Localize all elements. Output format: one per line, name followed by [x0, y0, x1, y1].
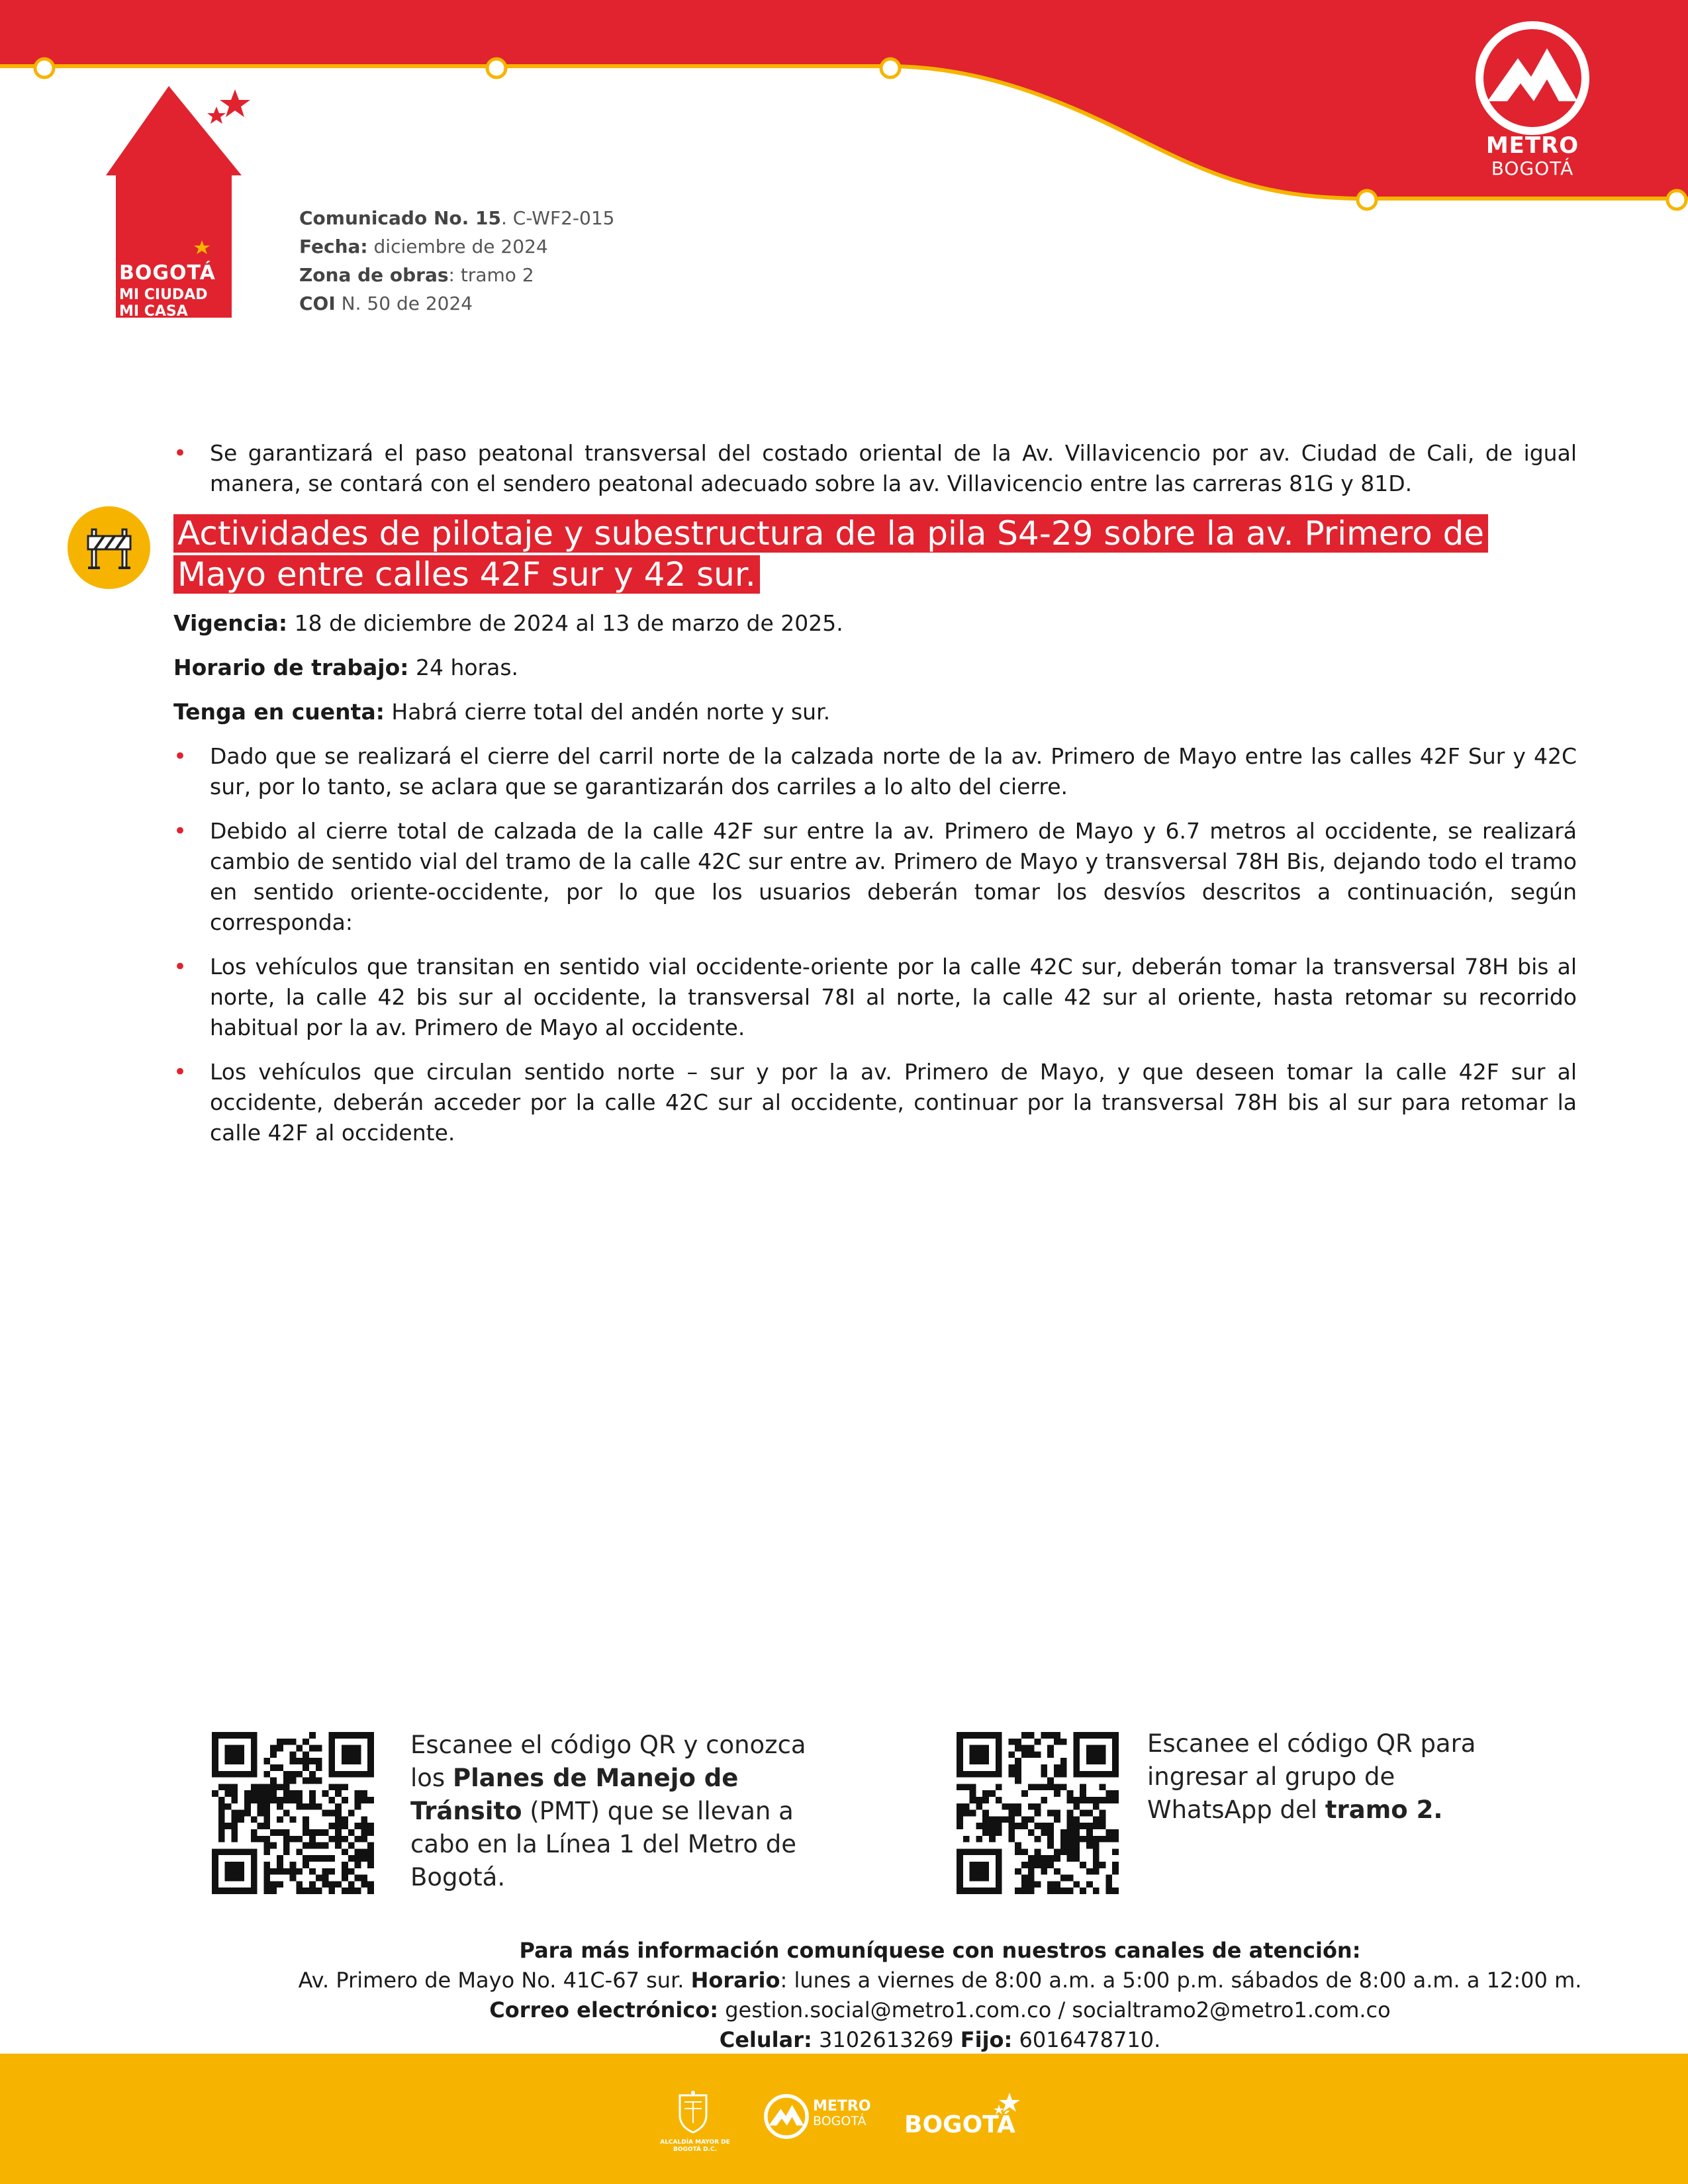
vigencia-line: [173, 608, 1577, 639]
horario-trabajo-value: 24 horas.: [408, 655, 519, 680]
tenga-en-cuenta-label: Tenga en cuenta:: [173, 699, 385, 725]
zona-line: [299, 261, 614, 289]
comunicado-code: . C-WF2-015: [500, 207, 615, 229]
contact-title-text: Para más información comuníquese con nuestros canales de atención:: [519, 1938, 1361, 1963]
comunicado-line: [299, 204, 614, 232]
qr-code-whatsapp[interactable]: [957, 1732, 1119, 1894]
section-heading-text: Actividades de pilotaje y subestructura de la pila S4-29 sobre la av. Primero de Mayo entre calles 42F sur y 42 sur.: [173, 514, 1488, 594]
qr-pmt-text-after: (PMT) que se llevan a cabo en la Línea 1 del Metro de Bogotá.: [410, 1797, 796, 1891]
document-meta: [299, 204, 614, 318]
qr-whatsapp-text-before: Escanee el código QR para ingresar al grupo de WhatsApp del: [1147, 1729, 1476, 1824]
house-logo-line-1: BOGOTÁ: [119, 261, 216, 285]
coi-label: COI: [299, 293, 336, 314]
fecha-value: diciembre de 2024: [367, 236, 548, 257]
vigencia-label: Vigencia:: [173, 610, 288, 636]
horario-trabajo-label: Horario de trabajo:: [173, 655, 409, 680]
contact-email-label: Correo electrónico:: [489, 1997, 719, 2023]
footer-bogota-word: BOGOTÁ: [904, 2111, 1015, 2138]
contact-fijo-value: 6016478710.: [1012, 2027, 1161, 2052]
intro-bullet: • Se garantizará el paso peatonal transversal del costado oriental de la Av. Villavicencio por av. Ciudad de Cali, de igual manera, se contará con el sendero peatonal adecuado sobre la av. Villavicencio entre las carreras 81G y 81D.: [173, 438, 1577, 499]
contact-email-line: [172, 1995, 1688, 2025]
metro-logo-word: METRO: [1485, 132, 1579, 159]
section-heading-block: [173, 513, 1577, 595]
zona-value: : tramo 2: [448, 264, 534, 286]
footer-metro-subword: BOGOTÁ: [813, 2114, 867, 2128]
coi-line: [299, 289, 614, 318]
contact-horario-label: Horario: [690, 1968, 780, 1993]
house-logo-line-2: MI CIUDAD: [119, 287, 208, 303]
qr-pmt-text-before: Escanee el código QR y conozca los: [410, 1731, 806, 1792]
contact-celular-value: 3102613269: [812, 2027, 961, 2052]
section-heading: [173, 513, 1577, 595]
metro-logo-subword: BOGOTÁ: [1491, 158, 1574, 179]
detail-bullet-2: • Debido al cierre total de calzada de la calle 42F sur entre la av. Primero de Mayo y 6.7 metros al occidente, se realizará cambio de sentido vial del tramo de la calle 42C sur entre av. Primero de Mayo y transversal 78H Bis, dejando todo el tramo en sentido oriente-occidente, por lo que los usuarios deberán tomar los desvíos descritos a continuación, según corresponda:: [173, 816, 1577, 938]
contact-address: Av. Primero de Mayo No. 41C-67 sur.: [298, 1968, 691, 1993]
qr-pmt-text-bold: Planes de Manejo de Tránsito: [410, 1764, 739, 1825]
coi-value: N. 50 de 2024: [335, 293, 473, 314]
house-logo-line-3: MI CASA: [119, 303, 188, 320]
detail-bullet-3: • Los vehículos que transitan en sentido vial occidente-oriente por la calle 42C sur, deberán tomar la transversal 78H bis al norte, la calle 42 bis sur al occidente, la transversal 78I al norte, la calle 42 sur al oriente, hasta retomar su recorrido habitual por la av. Primero de Mayo al occidente.: [173, 952, 1577, 1043]
tenga-en-cuenta-line: [173, 697, 1577, 727]
road-barrier-icon: [68, 506, 150, 589]
detail-bullet-4: • Los vehículos que circulan sentido norte – sur y por la av. Primero de Mayo, y que deseen tomar la calle 42F sur al occidente, deberán acceder por la calle 42C sur al occidente, continuar por la transversal 78H bis al sur para retomar la calle 42F al occidente.: [173, 1057, 1577, 1148]
contact-block: [172, 1936, 1688, 2055]
footer-metro-word: METRO: [813, 2098, 871, 2115]
comunicado-label: Comunicado No. 15: [299, 207, 501, 229]
document-body: [173, 438, 1577, 1162]
tenga-en-cuenta-value: Habrá cierre total del andén norte y sur.: [384, 699, 831, 725]
contact-phone-line: [172, 2025, 1688, 2055]
zona-label: Zona de obras: [299, 264, 449, 286]
contact-celular-label: Celular:: [719, 2027, 812, 2052]
qr-pmt-caption: [410, 1729, 834, 1894]
fecha-line: [299, 232, 614, 261]
contact-fijo-label: Fijo:: [960, 2027, 1013, 2052]
qr-code-pmt[interactable]: [212, 1732, 374, 1894]
bogota-mi-ciudad-mi-casa-logo: [103, 83, 281, 321]
contact-address-line: [172, 1966, 1688, 1995]
contact-title: [172, 1936, 1688, 1966]
contact-horario-value: : lunes a viernes de 8:00 a.m. a 5:00 p.m. sábados de 8:00 a.m. a 12:00 m.: [780, 1968, 1582, 1993]
fecha-label: Fecha:: [299, 236, 368, 257]
footer-metro-logo-icon: [763, 2093, 810, 2140]
alcaldia-label: ALCALDÍA MAYOR DE BOGOTÁ D.C.: [660, 2139, 730, 2153]
vigencia-value: 18 de diciembre de 2024 al 13 de marzo de 2025.: [287, 610, 843, 636]
detail-bullet-1: • Dado que se realizará el cierre del carril norte de la calzada norte de la av. Primero de Mayo entre las calles 42F Sur y 42C sur, por lo tanto, se aclara que se garantizarán dos carriles a lo alto del cierre.: [173, 741, 1577, 802]
contact-email-value[interactable]: gestion.social@metro1.com.co / socialtramo2@metro1.com.co: [718, 1997, 1391, 2023]
qr-whatsapp-text-bold: tramo 2.: [1325, 1796, 1443, 1824]
qr-whatsapp-caption: [1147, 1727, 1518, 1827]
alcaldia-shield-icon: [670, 2090, 716, 2136]
horario-trabajo-line: [173, 653, 1577, 683]
metro-bogota-logo: [1473, 19, 1592, 138]
